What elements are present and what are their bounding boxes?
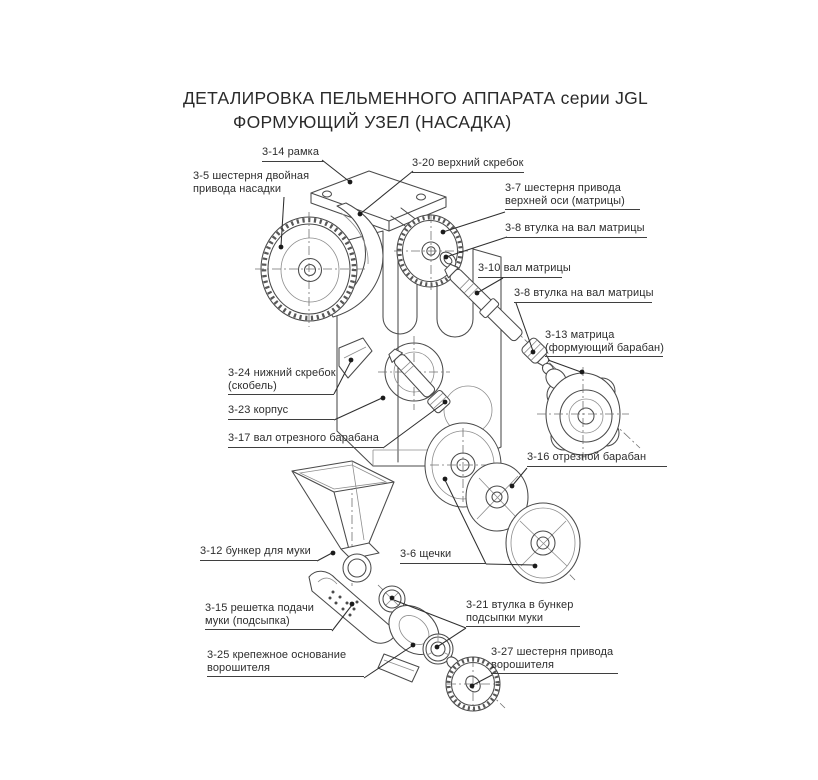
diagram-title-line1: ДЕТАЛИРОВКА ПЕЛЬМЕННОГО АППАРАТА серии JGL (183, 88, 649, 108)
label-line: 3-24 нижний скребок (228, 367, 336, 379)
label-line: 3-5 шестерня двойная (193, 170, 310, 182)
part-label-3-5-double-gear (193, 170, 313, 195)
part-label-3-17-cutting-shaft: 3-17 вал отрезного барабана (228, 432, 383, 448)
label-line: 3-25 крепежное основание (207, 649, 347, 661)
part-label-3-12-hopper: 3-12 бункер для муки (200, 545, 317, 561)
label-line: ворошителя (207, 661, 271, 674)
label-line: (скобель) (228, 379, 277, 392)
drawing-mount-base-3-25 (378, 654, 419, 682)
part-label-3-8-bushing-lower: 3-8 втулка на вал матрицы (514, 287, 652, 303)
label-line: 3-13 матрица (545, 329, 615, 341)
label-line: привода насадки (193, 182, 282, 195)
label-line: 3-21 втулка в бункер (466, 599, 574, 611)
drawing-hopper-3-12 (292, 461, 394, 582)
label-line: ворошителя (491, 658, 555, 671)
part-label-3-21-hopper-bushing (466, 599, 580, 627)
part-label-3-24-lower-scraper (228, 367, 334, 395)
part-label-3-20-upper-scraper: 3-20 верхний скребок (412, 157, 524, 173)
part-label-3-13-matrix-drum (545, 329, 663, 357)
part-label-3-7-upper-gear (505, 182, 640, 210)
label-line: муки (подсыпка) (205, 614, 290, 627)
part-label-3-6-cheeks: 3-6 щечки (400, 548, 486, 564)
label-line: 3-27 шестерня привода (491, 646, 614, 658)
part-label-3-16-cutting-drum: 3-16 отрезной барабан (527, 451, 667, 467)
drawing-matrix-drum-3-13 (537, 361, 629, 461)
diagram-title-line2: ФОРМУЮЩИЙ УЗЕЛ (НАСАДКА) (233, 112, 512, 132)
label-line: подсыпки муки (466, 611, 544, 624)
part-label-3-14-frame: 3-14 рамка (262, 146, 324, 162)
label-line: верхней оси (матрицы) (505, 194, 625, 207)
part-label-3-27-agitator-gear (491, 646, 618, 674)
drawing-cheek-disc-rear (506, 503, 580, 583)
part-label-3-25-mount-base (207, 649, 364, 677)
label-line: 3-7 шестерня привода (505, 182, 621, 194)
part-label-3-8-bushing-upper: 3-8 втулка на вал матрицы (505, 222, 647, 238)
part-label-3-15-flour-grid (205, 602, 332, 630)
part-label-3-10-matrix-shaft: 3-10 вал матрицы (478, 262, 562, 278)
label-line: 3-15 решетка подачи (205, 602, 315, 614)
label-line: (формующий барабан) (545, 341, 664, 354)
part-label-3-23-body: 3-23 корпус (228, 404, 334, 420)
